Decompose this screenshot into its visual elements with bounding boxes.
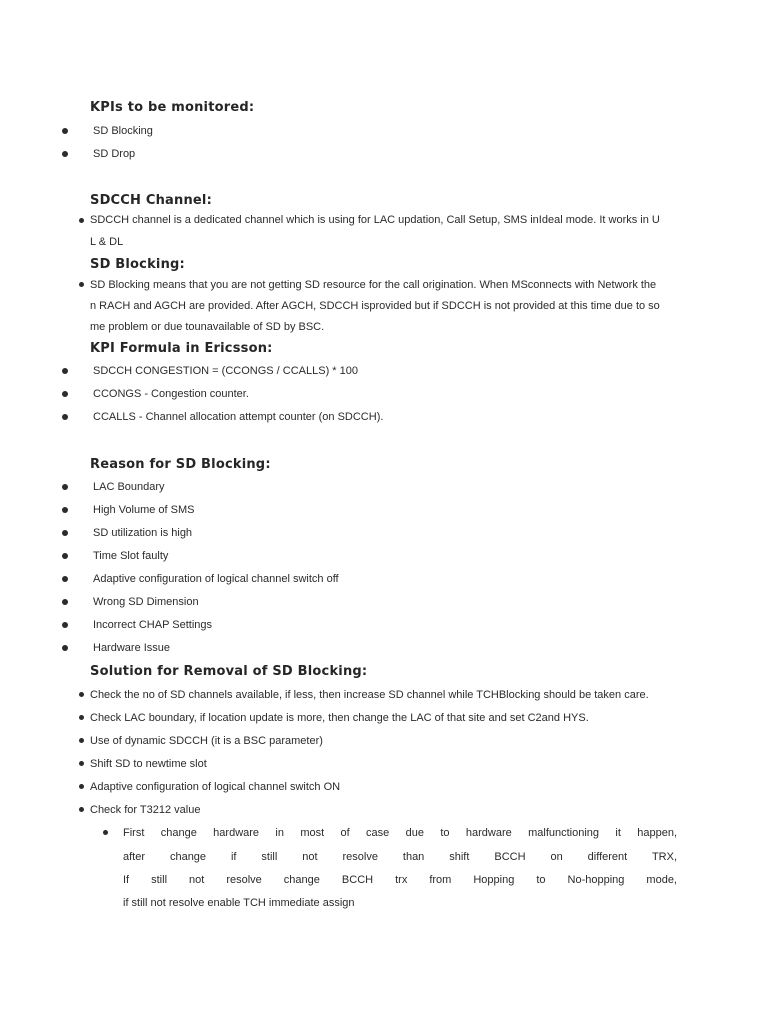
list-item: Check for T3212 value (90, 804, 201, 816)
bullet-icon (62, 368, 68, 374)
bullet-icon (79, 692, 84, 697)
sub-paragraph-line: if still not resolve enable TCH immediate assign (123, 897, 355, 909)
list-item: Shift SD to newtime slot (90, 758, 207, 770)
heading-solution: Solution for Removal of SD Blocking: (90, 664, 368, 679)
list-item: Use of dynamic SDCCH (it is a BSC parameter) (90, 735, 323, 747)
bullet-icon (62, 576, 68, 582)
bullet-icon (79, 807, 84, 812)
bullet-icon (79, 784, 84, 789)
list-item: Wrong SD Dimension (93, 596, 199, 608)
list-item: Check LAC boundary, if location update is more, then change the LAC of that site and set C2and HYS. (90, 712, 589, 724)
list-item: Hardware Issue (93, 642, 171, 654)
bullet-icon (62, 530, 68, 536)
heading-kpis: KPIs to be monitored: (90, 100, 255, 115)
sub-paragraph-line: after change if still not resolve than shift BCCH on different TRX, (123, 851, 677, 863)
sub-paragraph-line: If still not resolve change BCCH trx from Hopping to No-hopping mode, (123, 874, 677, 886)
list-item: LAC Boundary (93, 481, 165, 493)
list-item: CCALLS - Channel allocation attempt counter (on SDCCH). (93, 411, 384, 423)
heading-sdcch-channel: SDCCH Channel: (90, 193, 212, 208)
list-item: SD utilization is high (93, 527, 193, 539)
bullet-icon (79, 738, 84, 743)
bullet-icon (79, 282, 84, 287)
list-item: SD Blocking (93, 125, 153, 137)
bullet-icon (62, 128, 68, 134)
bullet-icon (62, 151, 68, 157)
sub-paragraph-line: First change hardware in most of case due to hardware malfunctioning it happen, (123, 827, 677, 839)
bullet-icon (62, 645, 68, 651)
bullet-icon (103, 830, 108, 835)
bullet-icon (79, 761, 84, 766)
bullet-icon (62, 507, 68, 513)
paragraph-line: SD Blocking means that you are not getting SD resource for the call origination. When MSconnects with Network the (90, 279, 657, 291)
list-item: Adaptive configuration of logical channel switch ON (90, 781, 341, 793)
paragraph-line: me problem or due tounavailable of SD by BSC. (90, 321, 325, 333)
heading-reasons: Reason for SD Blocking: (90, 457, 271, 472)
list-item: Adaptive configuration of logical channel switch off (93, 573, 339, 585)
list-item: CCONGS - Congestion counter. (93, 388, 249, 400)
list-item: SD Drop (93, 148, 136, 160)
heading-sd-blocking: SD Blocking: (90, 257, 185, 272)
heading-kpi-formula: KPI Formula in Ericsson: (90, 341, 273, 356)
paragraph-line: SDCCH channel is a dedicated channel which is using for LAC updation, Call Setup, SMS inIdeal mode. It works in U (90, 214, 660, 226)
bullet-icon (62, 391, 68, 397)
bullet-icon (62, 553, 68, 559)
bullet-icon (62, 599, 68, 605)
list-item: High Volume of SMS (93, 504, 195, 516)
bullet-icon (62, 484, 68, 490)
list-item: Check the no of SD channels available, if less, then increase SD channel while TCHBlocking should be taken care. (90, 689, 649, 701)
bullet-icon (62, 414, 68, 420)
bullet-icon (79, 715, 84, 720)
list-item: SDCCH CONGESTION = (CCONGS / CCALLS) * 100 (93, 365, 358, 377)
bullet-icon (79, 218, 84, 223)
paragraph-line: L & DL (90, 236, 124, 248)
list-item: Time Slot faulty (93, 550, 169, 562)
bullet-icon (62, 622, 68, 628)
paragraph-line: n RACH and AGCH are provided. After AGCH, SDCCH isprovided but if SDCCH is not provided at this time due to so (90, 300, 660, 312)
list-item: Incorrect CHAP Settings (93, 619, 213, 631)
